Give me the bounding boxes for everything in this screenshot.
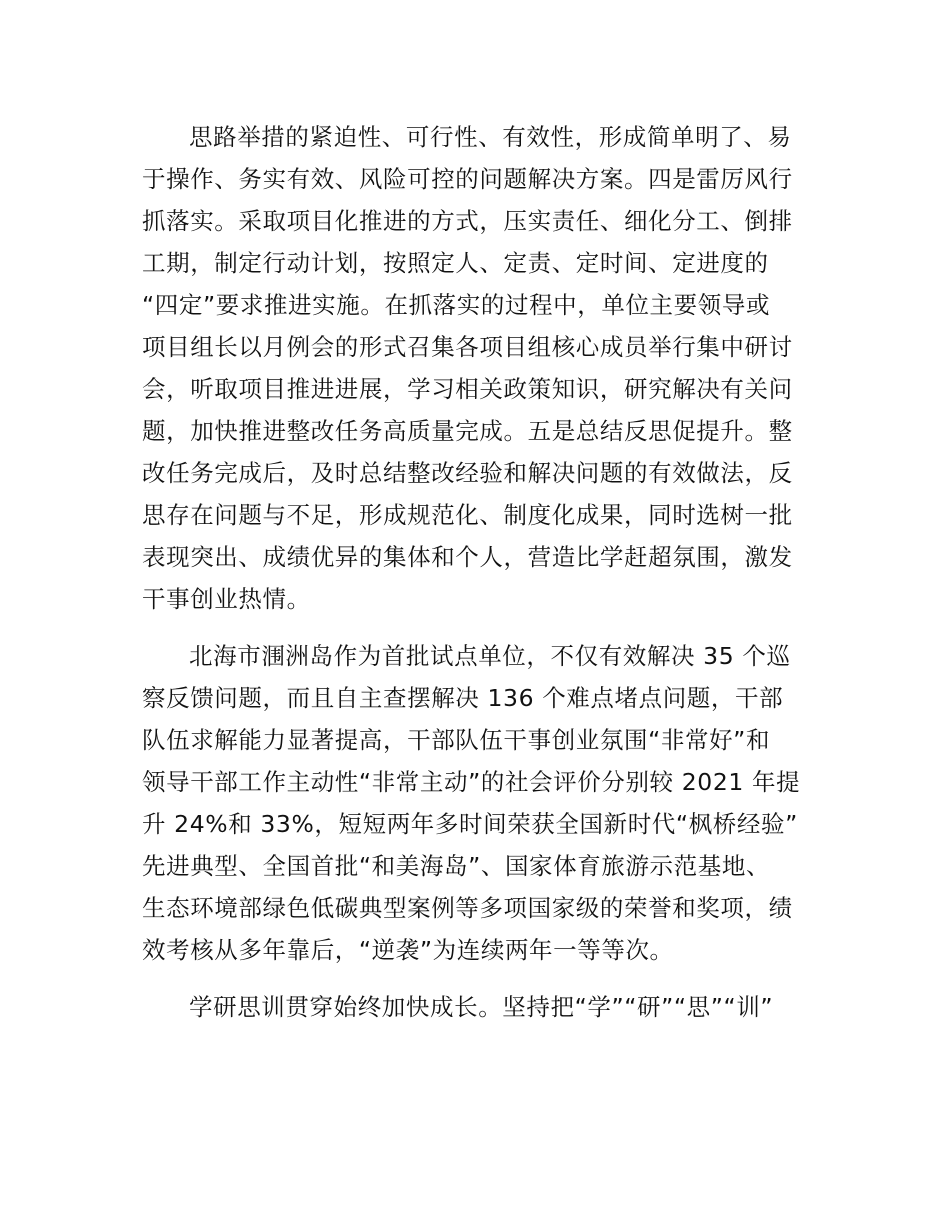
paragraph-line: “四定”要求推进实施。在抓落实的过程中，单位主要领导或 bbox=[142, 291, 771, 319]
paragraph-line: 思路举措的紧迫性、可行性、有效性，形成简单明了、易 bbox=[189, 123, 792, 151]
paragraph-line: 干事创业热情。 bbox=[142, 585, 311, 613]
paragraph-line: 学研思训贯穿始终加快成长。坚持把“学”“研”“思”“训” bbox=[189, 993, 774, 1021]
paragraph-line: 工期，制定行动计划，按照定人、定责、定时间、定进度的 bbox=[142, 249, 769, 277]
paragraph-line: 生态环境部绿色低碳典型案例等多项国家级的荣誉和奖项，绩 bbox=[142, 894, 793, 922]
paragraph-line: 升 24%和 33%，短短两年多时间荣获全国新时代“枫桥经验” bbox=[142, 810, 798, 838]
paragraph-line: 领导干部工作主动性“非常主动”的社会评价分别较 2021 年提 bbox=[142, 768, 801, 796]
paragraph-line: 思存在问题与不足，形成规范化、制度化成果，同时选树一批 bbox=[142, 501, 793, 529]
paragraph-line: 效考核从多年靠后，“逆袭”为连续两年一等等次。 bbox=[142, 936, 674, 964]
paragraph-line: 先进典型、全国首批“和美海岛”、国家体育旅游示范基地、 bbox=[142, 852, 771, 880]
paragraph-line: 会，听取项目推进进展，学习相关政策知识，研究解决有关问 bbox=[142, 375, 793, 403]
paragraph-line: 于操作、务实有效、风险可控的问题解决方案。四是雷厉风行 bbox=[142, 165, 793, 193]
paragraph-line: 抓落实。采取项目化推进的方式，压实责任、细化分工、倒排 bbox=[142, 207, 793, 235]
paragraph-line: 改任务完成后，及时总结整改经验和解决问题的有效做法，反 bbox=[142, 459, 793, 487]
paragraph-line: 表现突出、成绩优异的集体和个人，营造比学赶超氛围，激发 bbox=[142, 543, 793, 571]
paragraph-line: 察反馈问题，而且自主查摆解决 136 个难点堵点问题，干部 bbox=[142, 684, 784, 712]
paragraph-line: 北海市涠洲岛作为首批试点单位，不仅有效解决 35 个巡 bbox=[189, 642, 791, 670]
document-body bbox=[142, 122, 810, 1042]
paragraph-line: 队伍求解能力显著提高，干部队伍干事创业氛围“非常好”和 bbox=[142, 726, 771, 754]
paragraph-line: 项目组长以月例会的形式召集各项目组核心成员举行集中研讨 bbox=[142, 333, 793, 361]
paragraph-line: 题，加快推进整改任务高质量完成。五是总结反思促提升。整 bbox=[142, 417, 793, 445]
